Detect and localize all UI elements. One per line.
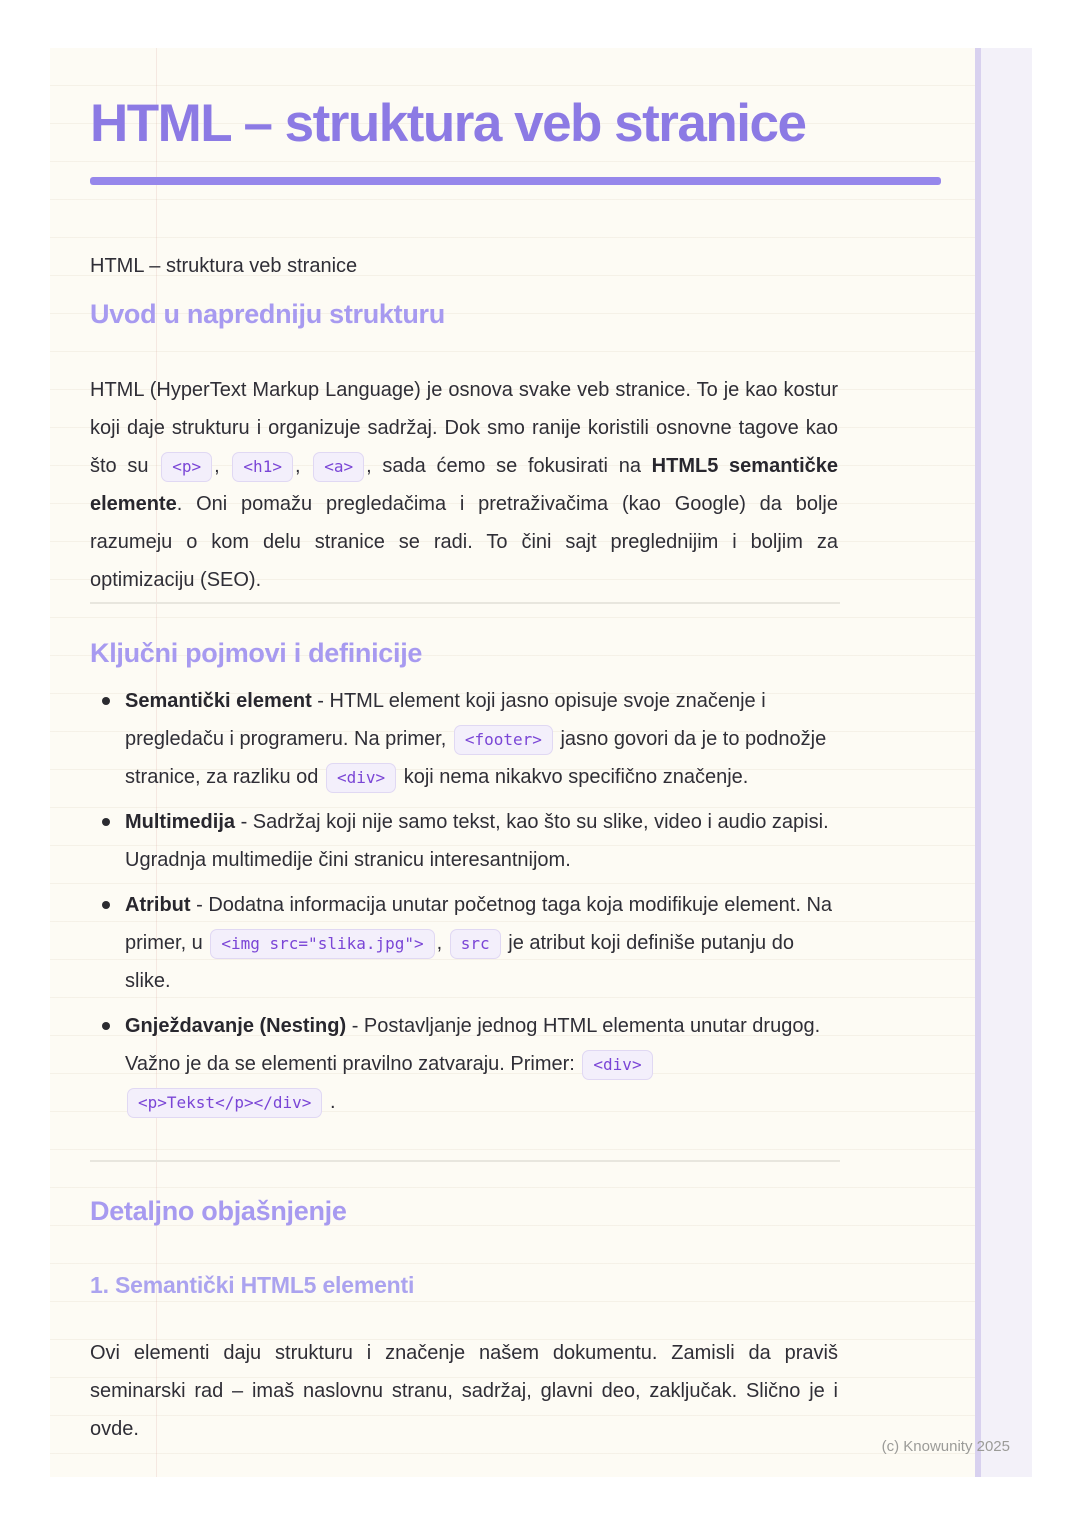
subsection-heading-semanticki: 1. Semantički HTML5 elementi: [90, 1272, 415, 1298]
text-run: . Oni pomažu pregledačima i pretraživačima (kao Google) da bolje razumeju o kom delu stranice se radi. To čini sajt preglednijim i boljim za optimizaciju (SEO).: [90, 493, 838, 591]
text-run: HTML (HyperText Markup Language) je osnova svake veb stranice. To je kao kostur koji daje strukturu i organizuje sadržaj. Dok smo ranije koristili osnovne tagove kao što su: [90, 379, 838, 477]
copyright-note: (c) Knowunity 2025: [881, 1438, 1010, 1455]
section-divider: [90, 1160, 840, 1162]
bold-term: Gnježdavanje (Nesting): [125, 1015, 347, 1037]
detail-paragraph: [90, 1334, 838, 1448]
list-item-text: [125, 1015, 820, 1113]
text-run: ,: [294, 455, 312, 477]
list-item-text: [125, 811, 829, 871]
text-run: - Dodatna informacija unutar početnog taga koja modifikuje element. Na primer, u: [125, 894, 833, 954]
text-run: .: [324, 1091, 336, 1113]
bold-term: Semantički element: [125, 690, 312, 712]
document-subtitle: HTML – struktura veb stranice: [90, 255, 358, 277]
bold-term: Multimedija: [125, 811, 236, 833]
bullet-dot-icon: [102, 901, 110, 909]
inline-code-chip: <a>: [313, 452, 364, 482]
inline-code-chip: src: [450, 929, 501, 959]
inline-code-chip: <footer>: [454, 725, 553, 755]
list-item-text: [125, 894, 832, 992]
bold-term: Atribut: [125, 894, 191, 916]
text-run: - HTML element koji jasno opisuje svoje značenje i pregledaču i programeru. Na primer,: [125, 690, 766, 750]
text-run: ,: [214, 455, 231, 477]
title-underline-rule: [90, 177, 941, 185]
text-run: koji nema nikakvo specifično značenje.: [398, 766, 749, 788]
page-edge-strip: [975, 48, 1032, 1477]
list-item: [90, 1007, 838, 1121]
text-run: Ovi elementi daju strukturu i značenje našem dokumentu. Zamisli da praviš seminarski rad – imaš naslovnu stranu, sadržaj, glavni deo, zaključak. Slično je i ovde.: [90, 1342, 838, 1440]
inline-code-chip: <p>Tekst</p></div>: [127, 1088, 322, 1118]
text-run: , sada ćemo se fokusirati na: [366, 455, 652, 477]
list-item-text: [125, 690, 826, 788]
bullet-dot-icon: [102, 1022, 110, 1030]
inline-code-chip: <img src="slika.jpg">: [210, 929, 434, 959]
section-heading-uvod: Uvod u napredniju strukturu: [90, 299, 445, 329]
inline-code-chip: <h1>: [232, 452, 293, 482]
document-page: [50, 48, 1032, 1477]
bold-term: HTML5 semantičke elemente: [90, 455, 839, 515]
text-run: - Sadržaj koji nije samo tekst, kao što su slike, video i audio zapisi. Ugradnja multimedije čini stranicu interesantnijom.: [125, 811, 829, 871]
page-title: HTML – struktura veb stranice: [90, 94, 806, 153]
section-heading-pojmovi: Ključni pojmovi i definicije: [90, 638, 423, 668]
text-run: jasno govori da je to podnožje stranice, za razliku od: [125, 728, 827, 788]
definition-list: [90, 682, 838, 1128]
inline-code-chip: <div>: [326, 763, 396, 793]
text-run: - Postavljanje jednog HTML elementa unutar drugog. Važno je da se elementi pravilno zatvaraju. Primer:: [125, 1015, 821, 1075]
inline-code-chip: <p>: [161, 452, 212, 482]
section-divider: [90, 602, 840, 604]
inline-code-chip: <div>: [582, 1050, 652, 1080]
intro-paragraph: [90, 371, 838, 599]
text-run: ,: [436, 932, 448, 954]
list-item: [90, 803, 838, 879]
bullet-dot-icon: [102, 697, 110, 705]
section-heading-detaljno: Detaljno objašnjenje: [90, 1196, 347, 1226]
list-item: [90, 682, 838, 796]
list-item: [90, 886, 838, 1000]
text-run: je atribut koji definiše putanju do slike.: [125, 932, 794, 992]
bullet-dot-icon: [102, 818, 110, 826]
